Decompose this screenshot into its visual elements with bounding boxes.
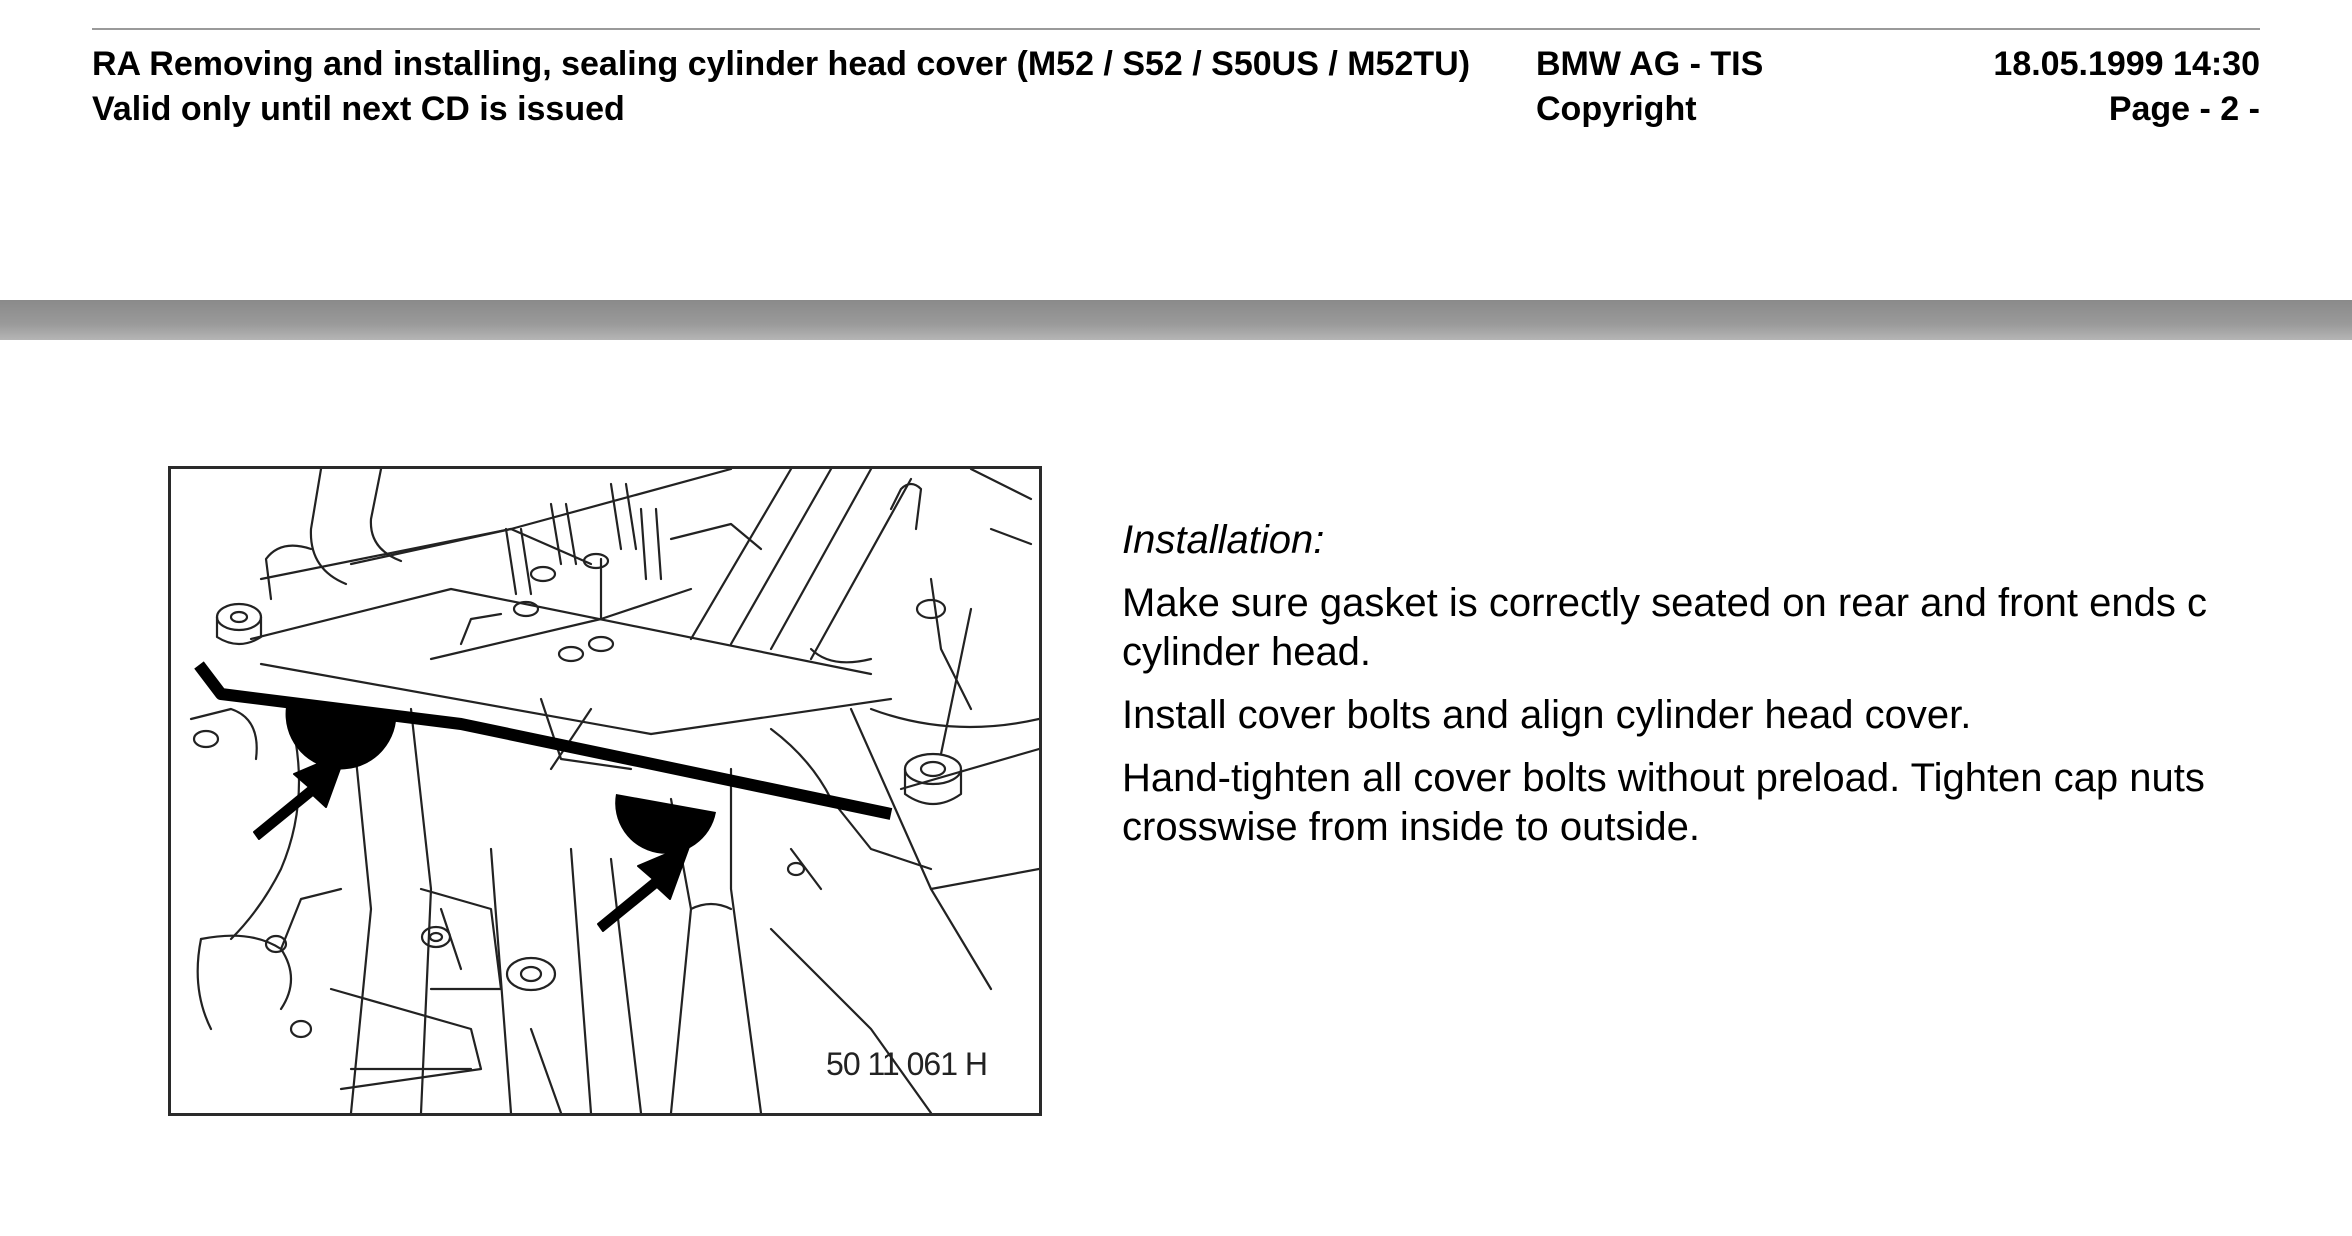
validity-note: Valid only until next CD is issued <box>92 90 625 128</box>
document-title: RA Removing and installing, sealing cylinder head cover (M52 / S52 / S50US / M52TU) <box>92 45 1471 83</box>
instruction-line: Install cover bolts and align cylinder head cover. <box>1122 693 1972 737</box>
instruction-line: Hand-tighten all cover bolts without preload. Tighten cap nuts <box>1122 756 2205 800</box>
installation-heading: Installation: <box>1122 518 1325 562</box>
organization-name: BMW AG - TIS <box>1536 45 1764 83</box>
instruction-line: cylinder head. <box>1122 630 1372 674</box>
page-number: Page - 2 - <box>2108 90 2260 128</box>
arrow-right <box>598 844 690 931</box>
document-datetime: 18.05.1999 14:30 <box>1993 45 2260 83</box>
instruction-paragraph <box>1122 579 2260 677</box>
copyright-label: Copyright <box>1536 90 1697 128</box>
cylinder-head-drawing <box>171 469 1039 1113</box>
instruction-line: crosswise from inside to outside. <box>1122 805 1701 849</box>
illustration-figure <box>168 466 1042 1116</box>
instruction-paragraph <box>1122 754 2260 852</box>
document-header <box>92 28 2260 140</box>
instructions-column <box>1122 516 2260 866</box>
instruction-paragraph <box>1122 691 2260 740</box>
figure-label: 50 11 061 H <box>826 1046 987 1082</box>
instruction-line: Make sure gasket is correctly seated on rear and front ends c <box>1122 581 2207 625</box>
arrow-left <box>254 752 346 839</box>
section-divider-bar <box>0 300 2352 340</box>
